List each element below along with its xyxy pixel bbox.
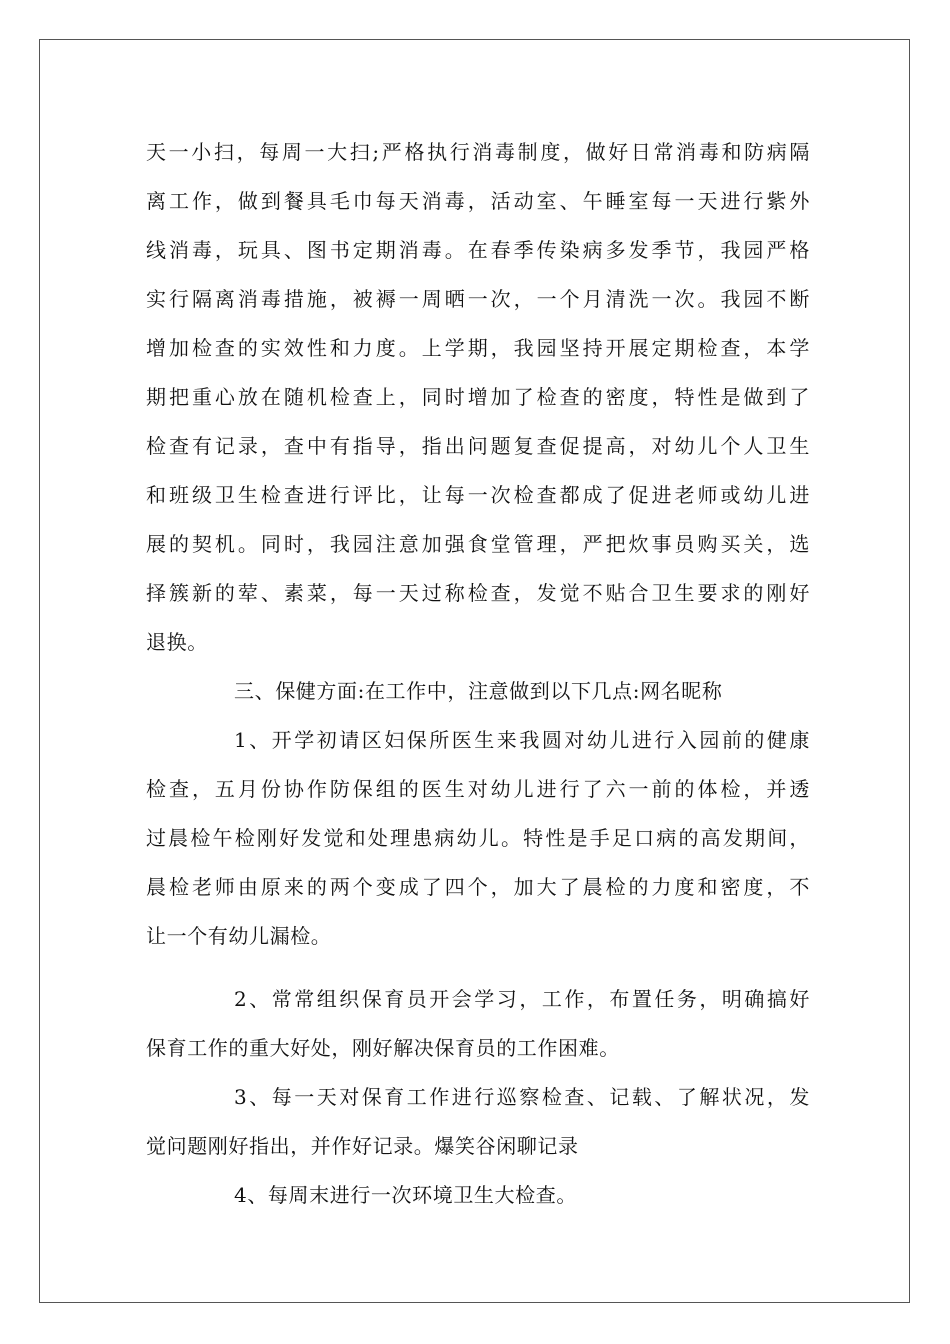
text-line: 增加检查的实效性和力度。上学期，我园坚持开展定期检查，本学 (146, 336, 810, 360)
text-line: 和班级卫生检查进行评比，让每一次检查都成了促进老师或幼儿进 (146, 483, 810, 507)
text-line: 1、开学初请区妇保所医生来我圆对幼儿进行入园前的健康 (234, 728, 810, 752)
text-line: 4、每周末进行一次环境卫生大检查。 (234, 1183, 577, 1207)
text-line: 线消毒，玩具、图书定期消毒。在春季传染病多发季节，我园严格 (146, 238, 810, 262)
text-line: 晨检老师由原来的两个变成了四个，加大了晨检的力度和密度，不 (146, 875, 810, 899)
text-line: 觉问题刚好指出，并作好记录。爆笑谷闲聊记录 (146, 1134, 579, 1158)
text-line: 退换。 (146, 630, 208, 654)
text-line: 保育工作的重大好处，刚好解决保育员的工作困难。 (146, 1036, 620, 1060)
text-line: 展的契机。同时，我园注意加强食堂管理，严把炊事员购买关，选 (146, 532, 810, 556)
text-line: 检查，五月份协作防保组的医生对幼儿进行了六一前的体检，并透 (146, 777, 810, 801)
text-line: 让一个有幼儿漏检。 (146, 924, 332, 948)
text-line: 2、常常组织保育员开会学习，工作，布置任务，明确搞好 (234, 987, 810, 1011)
text-line: 离工作，做到餐具毛巾每天消毒，活动室、午睡室每一天进行紫外 (146, 189, 810, 213)
text-line: 实行隔离消毒措施，被褥一周晒一次，一个月清洗一次。我园不断 (146, 287, 810, 311)
text-line: 检查有记录，查中有指导，指出问题复查促提高，对幼儿个人卫生 (146, 434, 810, 458)
text-line: 天一小扫，每周一大扫;严格执行消毒制度，做好日常消毒和防病隔 (146, 140, 810, 164)
text-line: 择簇新的荤、素菜，每一天过称检查，发觉不贴合卫生要求的刚好 (146, 581, 810, 605)
text-line: 3、每一天对保育工作进行巡察检查、记载、了解状况，发 (234, 1085, 810, 1109)
text-line: 过晨检午检刚好发觉和处理患病幼儿。特性是手足口病的高发期间， (146, 826, 810, 850)
section-heading: 三、保健方面:在工作中，注意做到以下几点:网名昵称 (234, 679, 723, 703)
text-line: 期把重心放在随机检查上，同时增加了检查的密度，特性是做到了 (146, 385, 810, 409)
